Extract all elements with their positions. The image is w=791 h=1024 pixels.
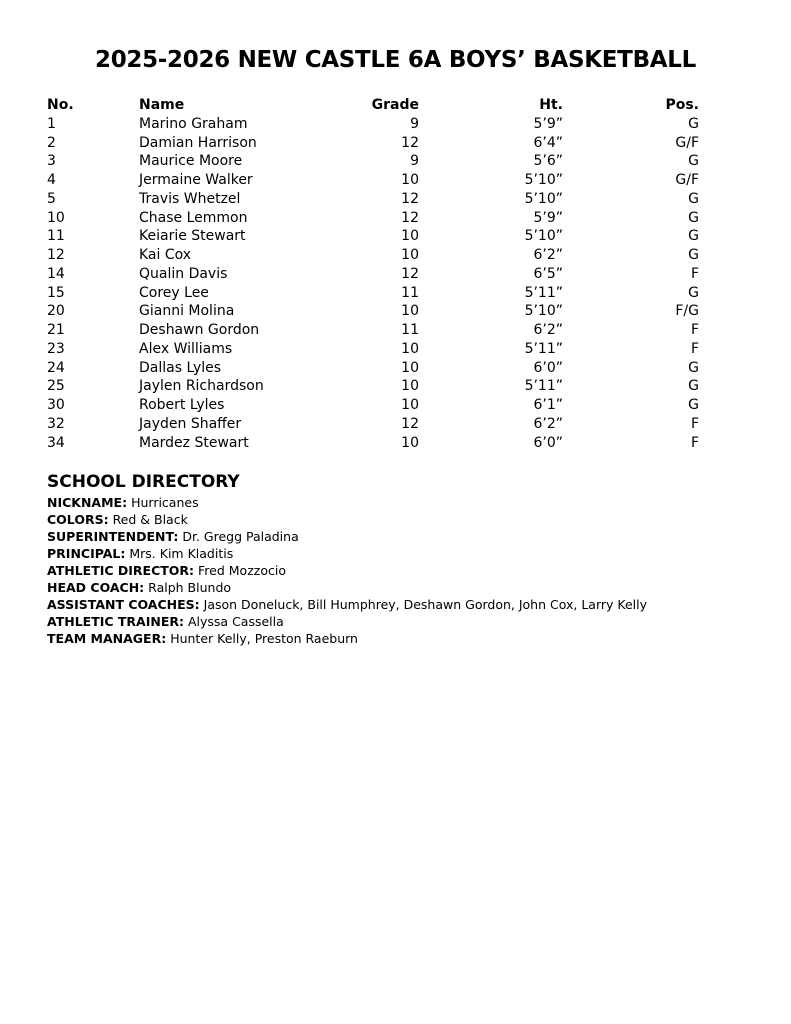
player-name: Corey Lee: [139, 284, 209, 301]
player-height: 5’9”: [533, 115, 563, 132]
table-row: [47, 152, 699, 171]
player-grade: 10: [401, 340, 419, 357]
player-height: 5’10”: [524, 190, 563, 207]
player-position: G: [688, 247, 699, 263]
table-row: [47, 302, 699, 321]
player-grade: 10: [401, 172, 419, 188]
player-grade: 10: [401, 359, 419, 376]
player-height: 5’10”: [524, 303, 563, 320]
player-height: 6’1”: [533, 397, 563, 413]
player-position: G: [688, 228, 699, 245]
player-position: G: [688, 378, 699, 395]
player-grade: 10: [401, 434, 419, 451]
player-name: Jermaine Walker: [139, 172, 253, 188]
table-row: [47, 340, 699, 359]
directory-entry: [47, 579, 747, 596]
player-number: 3: [47, 153, 56, 170]
header-height: Ht.: [539, 97, 563, 113]
player-name: Jaylen Richardson: [139, 378, 264, 395]
directory-label: COLORS:: [47, 512, 109, 527]
directory-entry: [47, 630, 747, 647]
directory-label: SUPERINTENDENT:: [47, 529, 179, 544]
player-position: G: [688, 115, 699, 132]
roster-table: [47, 96, 699, 452]
player-name: Mardez Stewart: [139, 434, 249, 451]
directory-value: Jason Doneluck, Bill Humphrey, Deshawn Gordon, John Cox, Larry Kelly: [203, 597, 647, 612]
directory-value: Fred Mozzocio: [198, 563, 286, 578]
player-height: 5’9”: [533, 209, 563, 226]
player-height: 5’11”: [524, 340, 563, 357]
player-height: 5’6”: [533, 153, 563, 170]
player-name: Gianni Molina: [139, 303, 235, 320]
page-title: 2025-2026 NEW CASTLE 6A BOYS’ BASKETBALL: [94, 47, 697, 73]
table-row: [47, 415, 699, 434]
table-row: [47, 115, 699, 134]
player-grade: 10: [401, 303, 419, 320]
player-name: Qualin Davis: [139, 265, 228, 282]
directory-label: TEAM MANAGER:: [47, 631, 167, 646]
directory-label: PRINCIPAL:: [47, 546, 126, 561]
player-position: F: [690, 265, 699, 282]
player-name: Jayden Shaffer: [139, 415, 242, 432]
header-grade: Grade: [371, 97, 419, 113]
player-number: 14: [47, 265, 65, 282]
player-position: G: [688, 153, 699, 170]
header-position: Pos.: [665, 97, 699, 113]
player-name: Kai Cox: [139, 247, 192, 263]
player-height: 6’2”: [533, 415, 563, 432]
player-position: F/G: [675, 303, 699, 320]
player-name: Travis Whetzel: [139, 190, 241, 207]
table-row: [47, 246, 699, 265]
player-grade: 9: [410, 115, 419, 132]
player-name: Damian Harrison: [139, 134, 257, 151]
directory-entry: [47, 528, 747, 545]
directory-entry: [47, 613, 747, 630]
player-number: 24: [47, 359, 65, 376]
player-name: Dallas Lyles: [139, 359, 222, 376]
directory-value: Dr. Gregg Paladina: [182, 529, 299, 544]
player-number: 4: [47, 172, 56, 188]
player-number: 25: [47, 378, 65, 395]
player-name: Deshawn Gordon: [139, 322, 260, 338]
directory-entry: [47, 562, 747, 579]
player-height: 5’11”: [524, 378, 563, 395]
table-row: [47, 359, 699, 378]
player-grade: 12: [401, 415, 419, 432]
player-number: 21: [47, 322, 65, 338]
table-row: [47, 171, 699, 190]
player-height: 5’11”: [524, 284, 563, 301]
player-position: G: [688, 397, 699, 413]
player-grade: 12: [401, 265, 419, 282]
directory-label: HEAD COACH:: [47, 580, 145, 595]
directory-entry: [47, 545, 747, 562]
player-name: Chase Lemmon: [139, 209, 248, 226]
table-row: [47, 321, 699, 340]
player-position: G: [688, 209, 699, 226]
directory-title: SCHOOL DIRECTORY: [47, 472, 240, 492]
directory-value: Hunter Kelly, Preston Raeburn: [170, 631, 358, 646]
directory-entry: [47, 494, 747, 511]
player-position: F: [690, 434, 699, 451]
table-row: [47, 377, 699, 396]
player-grade: 10: [401, 397, 419, 413]
player-number: 12: [47, 247, 65, 263]
directory-label: ASSISTANT COACHES:: [47, 597, 200, 612]
player-number: 34: [47, 434, 65, 451]
roster-header-row: [47, 96, 699, 115]
directory-value: Hurricanes: [131, 495, 199, 510]
player-position: G: [688, 190, 699, 207]
directory-label: ATHLETIC TRAINER:: [47, 614, 184, 629]
table-row: [47, 134, 699, 153]
player-grade: 10: [401, 247, 419, 263]
table-row: [47, 265, 699, 284]
player-position: G: [688, 359, 699, 376]
player-position: F: [690, 322, 699, 338]
player-grade: 9: [410, 153, 419, 170]
player-number: 23: [47, 340, 65, 357]
player-number: 15: [47, 284, 65, 301]
player-height: 6’4”: [533, 134, 563, 151]
player-height: 6’2”: [533, 322, 563, 338]
table-row: [47, 284, 699, 303]
player-name: Alex Williams: [139, 340, 233, 357]
player-number: 32: [47, 415, 65, 432]
player-number: 30: [47, 397, 65, 413]
directory-value: Mrs. Kim Kladitis: [129, 546, 234, 561]
table-row: [47, 227, 699, 246]
player-grade: 10: [401, 378, 419, 395]
player-position: G/F: [675, 172, 699, 188]
header-no: No.: [47, 97, 74, 113]
directory-label: ATHLETIC DIRECTOR:: [47, 563, 195, 578]
player-grade: 11: [401, 284, 419, 301]
roster-rows: [47, 115, 699, 453]
player-position: F: [690, 415, 699, 432]
player-height: 6’0”: [533, 434, 563, 451]
player-height: 6’0”: [533, 359, 563, 376]
header-name: Name: [139, 97, 185, 113]
player-grade: 12: [401, 134, 419, 151]
directory-value: Red & Black: [112, 512, 188, 527]
player-position: G/F: [675, 134, 699, 151]
player-number: 10: [47, 209, 65, 226]
player-name: Marino Graham: [139, 115, 248, 132]
table-row: [47, 209, 699, 228]
directory-entry: [47, 511, 747, 528]
player-grade: 12: [401, 209, 419, 226]
player-position: G: [688, 284, 699, 301]
school-directory: [47, 494, 747, 647]
player-name: Maurice Moore: [139, 153, 243, 170]
table-row: [47, 190, 699, 209]
player-number: 1: [47, 115, 56, 132]
player-number: 5: [47, 190, 56, 207]
table-row: [47, 434, 699, 453]
directory-entry: [47, 596, 747, 613]
player-height: 6’2”: [533, 247, 563, 263]
player-grade: 12: [401, 190, 419, 207]
player-number: 11: [47, 228, 65, 245]
player-height: 5’10”: [524, 172, 563, 188]
directory-value: Ralph Blundo: [148, 580, 232, 595]
player-height: 5’10”: [524, 228, 563, 245]
directory-value: Alyssa Cassella: [187, 614, 284, 629]
player-number: 20: [47, 303, 65, 320]
player-name: Keiarie Stewart: [139, 228, 246, 245]
table-row: [47, 396, 699, 415]
player-grade: 11: [401, 322, 419, 338]
player-position: F: [690, 340, 699, 357]
player-name: Robert Lyles: [139, 397, 225, 413]
directory-label: NICKNAME:: [47, 495, 128, 510]
player-number: 2: [47, 134, 56, 151]
player-height: 6’5”: [533, 265, 563, 282]
player-grade: 10: [401, 228, 419, 245]
